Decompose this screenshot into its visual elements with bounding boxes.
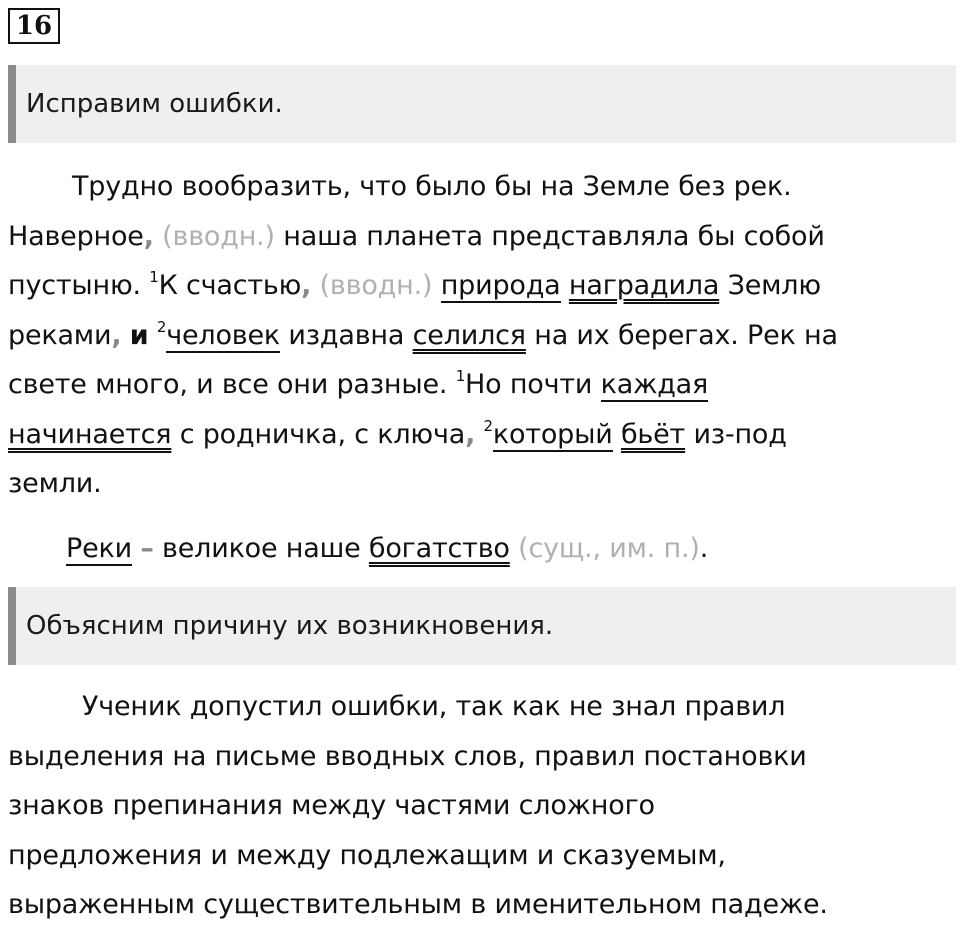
text-line: Ученик допустил ошибки, так как не знал правил xyxy=(82,691,786,722)
clause-number: 2 xyxy=(483,416,493,435)
inserted-comma: , xyxy=(111,319,122,351)
text-line: реками, и $^2$человек издавна селился на их берегах. Рек на xyxy=(8,317,838,351)
text-line: свете много, и все они разные. $^1$Но почти каждая xyxy=(8,367,709,400)
clause-number: 1 xyxy=(455,367,466,385)
conjunction: и xyxy=(129,319,149,351)
text-line: земли. xyxy=(8,468,102,499)
text-line: знаков препинания между частями сложного xyxy=(8,790,655,821)
section-title: Исправим ошибки. xyxy=(26,89,283,119)
text-line: Реки – великое наше богатство (сущ., им. п.). xyxy=(66,533,709,564)
inserted-comma: , xyxy=(143,220,154,252)
predicate-word: богатство xyxy=(368,533,510,564)
text-line: Трудно вообразить, что было бы на Земле без рек. xyxy=(72,171,792,202)
explanation-text xyxy=(8,682,948,930)
parenthetical-note: (сущ., им. п.) xyxy=(518,533,700,564)
text-line: пустыню. $^1$К счастью, (вводн.) природа наградила Землю xyxy=(8,268,821,301)
predicate-word: наградила xyxy=(568,270,720,301)
text-line: Наверное, (вводн.) наша планета представляла бы собой xyxy=(8,220,825,252)
clause-number: 1 xyxy=(149,268,159,286)
subject-word: Реки xyxy=(66,533,132,564)
inserted-comma: , xyxy=(301,270,312,301)
text-line: предложения и между подлежащим и сказуемым, xyxy=(8,839,726,871)
corrected-text xyxy=(8,162,948,509)
section-header-corrections xyxy=(8,65,956,143)
task-number: 16 xyxy=(8,8,60,44)
text-line: начинается с родничка, с ключа, $^2$который бьёт из-под xyxy=(8,416,787,450)
parenthetical-note: (вводн.) xyxy=(162,220,275,252)
section-header-explanation xyxy=(8,587,956,665)
clause-number: 2 xyxy=(156,317,167,336)
predicate-word: бьёт xyxy=(620,418,686,450)
predicate-word: селился xyxy=(412,319,526,351)
section-title: Объясним причину их возникновения. xyxy=(26,611,554,641)
inserted-comma: , xyxy=(465,418,476,450)
inserted-dash: – xyxy=(140,533,154,564)
subject-word: человек xyxy=(166,319,281,351)
subject-word: каждая xyxy=(600,369,709,400)
predicate-word: начинается xyxy=(8,418,172,450)
subject-word: природа xyxy=(440,270,561,301)
text-line: выделения на письме вводных слов, правил постановки xyxy=(8,740,807,772)
parenthetical-note: (вводн.) xyxy=(319,270,433,301)
text-line: выраженным существительным в именительном падеже. xyxy=(8,889,828,920)
subject-word: который xyxy=(492,418,613,450)
second-sentence xyxy=(8,524,948,574)
